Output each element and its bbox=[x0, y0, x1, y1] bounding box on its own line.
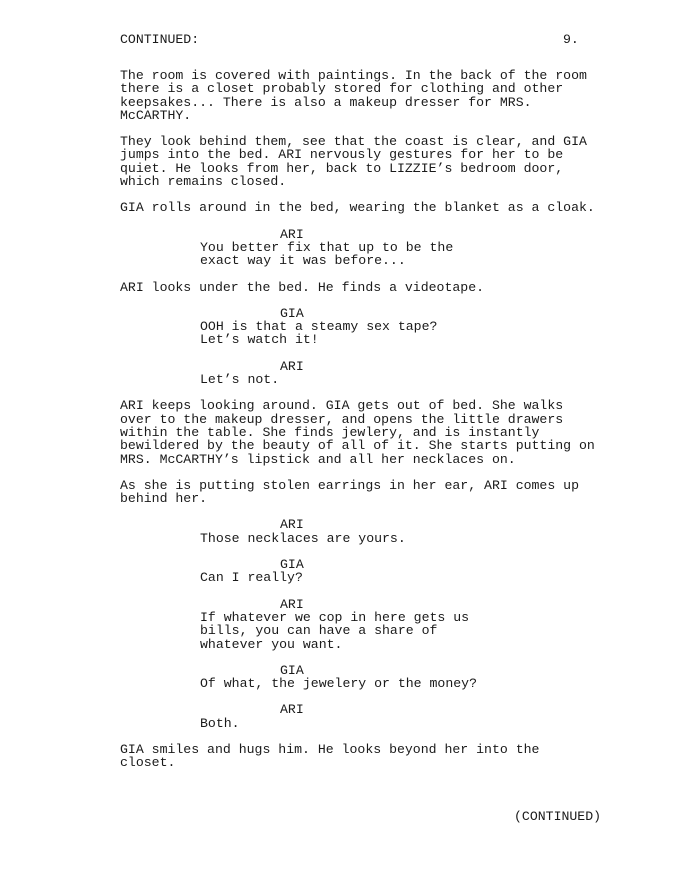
action-line: GIA smiles and hugs him. He looks beyond her into the closet. bbox=[120, 741, 540, 771]
dialogue-line: Those necklaces are yours. bbox=[200, 530, 406, 546]
character-name: GIA bbox=[280, 305, 304, 321]
continued-header: CONTINUED: bbox=[120, 32, 200, 47]
dialogue-line: Can I really? bbox=[200, 570, 303, 586]
action-line: ARI looks under the bed. He finds a videotape. bbox=[120, 279, 485, 295]
dialogue-line: Of what, the jewelery or the money? bbox=[200, 676, 477, 692]
action-line: GIA rolls around in the bed, wearing the blanket as a cloak. bbox=[120, 200, 595, 216]
action-line: They look behind them, see that the coast is clear, and GIA jumps into the bed. ARI nervously gestures for her to be quiet. He looks from her, back to LIZZIE’s bedroom door, which remains closed. bbox=[120, 134, 587, 190]
character-name: ARI bbox=[280, 358, 304, 374]
action-line: The room is covered with paintings. In the back of the room there is a closet probably stored for clothing and other keepsakes... There is also a makeup dresser for MRS. McCARTHY. bbox=[120, 68, 587, 123]
character-name: ARI bbox=[280, 226, 304, 242]
action-line: ARI keeps looking around. GIA gets out of bed. She walks over to the makeup dresser, and opens the little drawers within the table. She finds jewlery, and is instantly bewildered by the beauty of all of it. She starts putting on MRS. McCARTHY’s lipstick and all her necklaces on. bbox=[120, 398, 595, 467]
character-name: ARI bbox=[280, 517, 304, 533]
dialogue-line: Let’s not. bbox=[200, 372, 280, 388]
dialogue-line: You better fix that up to be the exact way it was before... bbox=[200, 239, 454, 269]
action-line: As she is putting stolen earrings in her ear, ARI comes up behind her. bbox=[120, 477, 579, 507]
page-number: 9. bbox=[563, 32, 579, 47]
dialogue-line: Both. bbox=[200, 715, 240, 731]
script-body bbox=[120, 69, 640, 783]
character-name: ARI bbox=[280, 596, 304, 612]
dialogue-line: If whatever we cop in here gets us bills, you can have a share of whatever you want. bbox=[200, 609, 470, 652]
character-name: GIA bbox=[280, 662, 304, 678]
character-name: GIA bbox=[280, 557, 304, 573]
character-name: ARI bbox=[280, 702, 304, 718]
dialogue-line: OOH is that a steamy sex tape? Let’s watch it! bbox=[200, 319, 438, 348]
continued-footer: (CONTINUED) bbox=[514, 809, 602, 824]
